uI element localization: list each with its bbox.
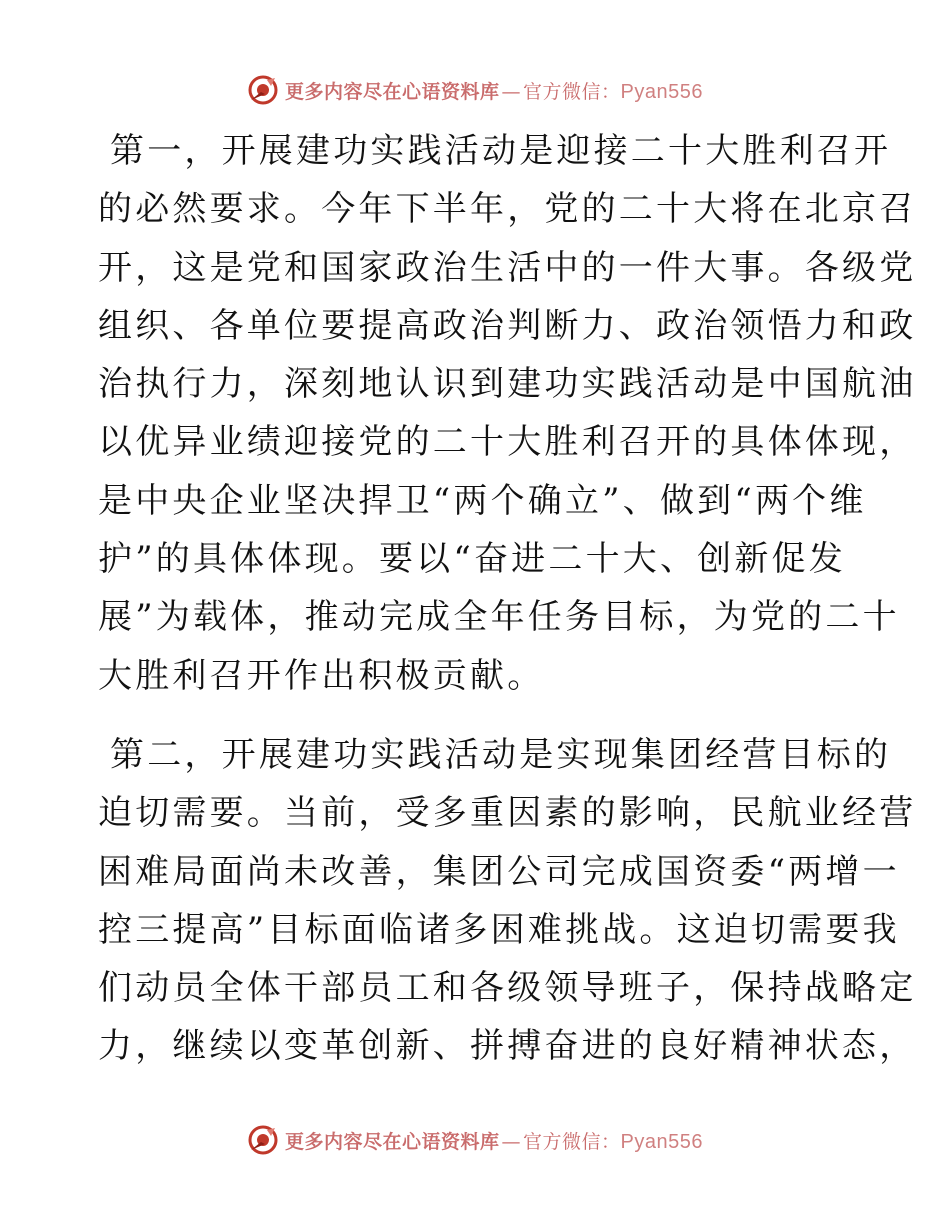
paragraph-line: 困难局面尚未改善，集团公司完成国资委“两增一 (98, 851, 900, 892)
brand-logo-icon (247, 74, 279, 106)
paragraph-line: 第二，开展建功实践活动是实现集团经营目标的 (110, 734, 892, 775)
paragraph-line: 第一，开展建功实践活动是迎接二十大胜利召开 (110, 131, 892, 171)
paragraph-line: 力，继续以变革创新、拼搏奋进的良好精神状态， (98, 1026, 917, 1067)
paragraph-line: 护”的具体体现。要以“奋进二十大、创新促发 (98, 539, 846, 580)
footer-watermark-text (285, 1127, 703, 1154)
watermark-main-text: 更多内容尽在心语资料库 (285, 1130, 500, 1153)
paragraph-line: 的必然要求。今年下半年，党的二十大将在北京召 (98, 189, 917, 230)
paragraph-1 (98, 122, 917, 705)
watermark-wechat-id: Pyan556 (620, 1130, 703, 1153)
watermark-dash: — (501, 80, 522, 103)
paragraph-line: 以优异业绩迎接党的二十大胜利召开的具体体现， (98, 422, 917, 463)
paragraph-line: 组织、各单位要提高政治判断力、政治领悟力和政 (98, 305, 917, 346)
paragraph-line: 开，这是党和国家政治生活中的一件大事。各级党 (98, 247, 917, 288)
header-watermark-banner (0, 70, 950, 110)
paragraph-line: 治执行力，深刻地认识到建功实践活动是中国航油 (98, 364, 917, 405)
footer-watermark-banner (0, 1120, 950, 1160)
paragraph-line: 是中央企业坚决捍卫“两个确立”、做到“两个维 (98, 480, 867, 521)
watermark-dash: — (501, 1130, 522, 1153)
paragraph-line: 展”为载体，推动完成全年任务目标，为党的二十 (98, 597, 900, 638)
header-watermark-text (285, 77, 703, 104)
paragraph-2 (98, 726, 917, 1076)
document-body (98, 122, 917, 1076)
paragraph-line: 大胜利召开作出积极贡献。 (98, 655, 545, 696)
watermark-main-text: 更多内容尽在心语资料库 (285, 80, 500, 103)
watermark-wechat-label: 官方微信： (523, 1130, 621, 1153)
paragraph-line: 迫切需要。当前，受多重因素的影响，民航业经营 (98, 793, 917, 834)
watermark-wechat-label: 官方微信： (523, 80, 621, 103)
brand-logo-icon (247, 1124, 279, 1156)
watermark-wechat-id: Pyan556 (620, 80, 703, 103)
paragraph-line: 们动员全体干部员工和各级领导班子，保持战略定 (98, 968, 917, 1009)
paragraph-line: 控三提高”目标面临诸多困难挑战。这迫切需要我 (98, 909, 900, 950)
